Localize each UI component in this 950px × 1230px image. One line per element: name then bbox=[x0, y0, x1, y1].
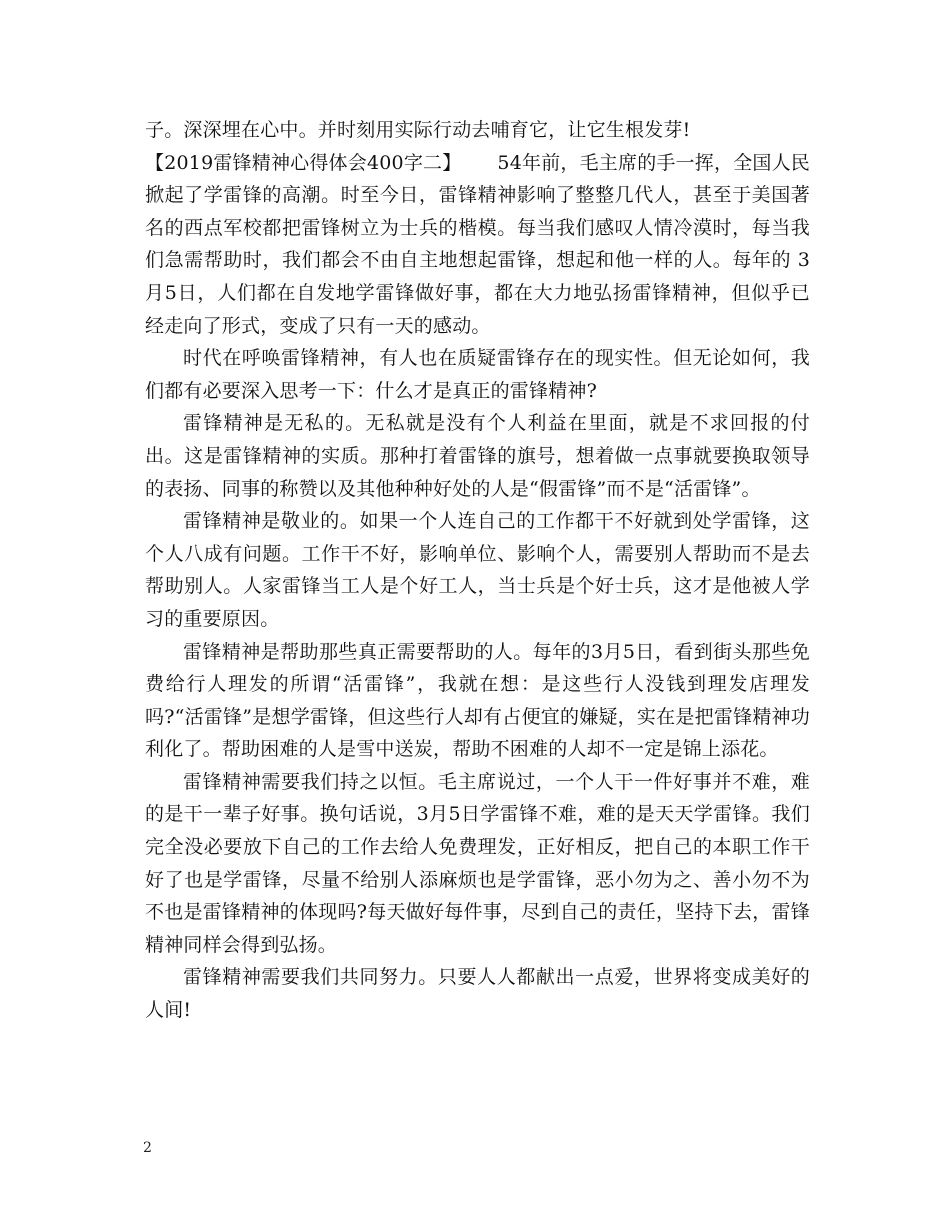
continuation-line: 子。深深埋在心中。并时刻用实际行动去哺育它，让它生根发芽! bbox=[145, 119, 691, 141]
section-paragraph-intro bbox=[145, 147, 810, 343]
paragraph: 雷锋精神需要我们共同努力。只要人人都献出一点爱，世界将变成美好的人间! bbox=[145, 966, 810, 1022]
paragraph: 雷锋精神是敬业的。如果一个人连自己的工作都干不好就到处学雷锋，这个人八成有问题。工作干不好，影响单位、影响个人，需要别人帮助而不是去帮助别人。人家雷锋当工人是个好工人，当士兵是个好士兵，这才是他被人学习的重要原因。 bbox=[145, 510, 810, 630]
paragraph: 雷锋精神是无私的。无私就是没有个人利益在里面，就是不求回报的付出。这是雷锋精神的实质。那种打着雷锋的旗号，想着做一点事就要换取领导的表扬、同事的称赞以及其他种种好处的人是“假雷锋”而不是“活雷锋”。 bbox=[145, 412, 810, 500]
paragraph: 时代在呼唤雷锋精神，有人也在质疑雷锋存在的现实性。但无论如何，我们都有必要深入思考一下：什么才是真正的雷锋精神? bbox=[145, 347, 810, 402]
paragraph: 雷锋精神是帮助那些真正需要帮助的人。每年的3月5日，看到街头那些免费给行人理发的所谓“活雷锋”，我就在想：是这些行人没钱到理发店理发吗?“活雷锋”是想学雷锋，但这些行人却有占便宜的嫌疑，实在是把雷锋精神功利化了。帮助困难的人是雪中送炭，帮助不困难的人却不一定是锦上添花。 bbox=[145, 640, 810, 761]
page-number: 2 bbox=[143, 1140, 152, 1156]
paragraph: 雷锋精神需要我们持之以恒。毛主席说过，一个人干一件好事并不难，难的是干一辈子好事。换句话说，3月5日学雷锋不难，难的是天天学雷锋。我们完全没必要放下自己的工作去给人免费理发，正好相反，把自己的本职工作干好了也是学雷锋，尽量不给别人添麻烦也是学雷锋，恶小勿为之、善小勿不为不也是雷锋精神的体现吗?每天做好每件事，尽到自己的责任，坚持下去，雷锋精神同样会得到弘扬。 bbox=[145, 770, 810, 956]
paragraph-text: 54年前，毛主席的手一挥，全国人民掀起了学雷锋的高潮。时至今日，雷锋精神影响了整整几代人，甚至于美国著名的西点军校都把雷锋树立为士兵的楷模。每当我们感叹人情冷漠时，每当我们急需帮助时，我们都会不由自主地想起雷锋，想起和他一样的人。每年的 3月5日，人们都在自发地学雷锋做好事，都在大力地弘扬雷锋精神，但似乎已经走向了形式，变成了只有一天的感动。 bbox=[145, 151, 810, 337]
document-body bbox=[145, 114, 810, 1027]
section-title: 【2019雷锋精神心得体会400字二】 bbox=[145, 151, 462, 174]
